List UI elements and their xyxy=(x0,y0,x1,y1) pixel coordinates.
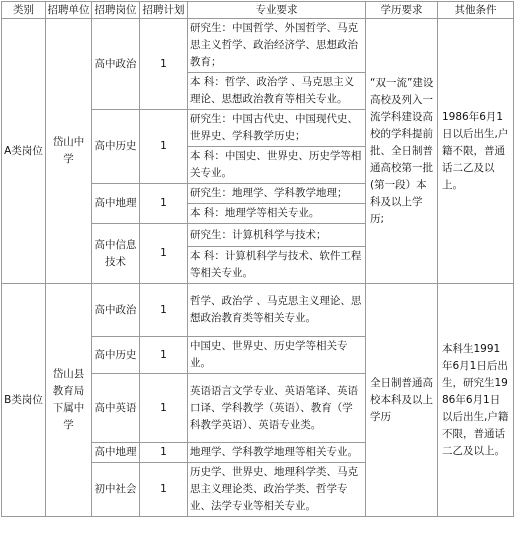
post-cell: 高中政治 xyxy=(92,19,140,110)
plan-cell: 1 xyxy=(140,19,188,110)
major-cell: 研究生：中国哲学、外国哲学、马克思主义哲学、政治经济学、思想政治教育； xyxy=(188,19,366,73)
major-cell: 中国史、世界史、历史学等相关专业。 xyxy=(188,337,366,374)
unit-cell: 岱山县教育局下属中学 xyxy=(46,284,92,517)
major-cell: 本 科：地理学等相关专业。 xyxy=(188,204,366,224)
post-cell: 高中英语 xyxy=(92,374,140,443)
major-cell: 地理学、学科教学地理等相关专业。 xyxy=(188,443,366,463)
education-cell: “双一流”建设高校及列入一流学科建设高校的学科提前批、全日制普通高校第一批(第一段）本科及以上学历; xyxy=(366,19,438,284)
major-cell: 本 科：哲学、政治学 、马克思主义理论、思想政治教育等相关专业。 xyxy=(188,73,366,110)
recruitment-table xyxy=(1,1,514,517)
plan-cell: 1 xyxy=(140,463,188,517)
plan-cell: 1 xyxy=(140,224,188,284)
header-major: 专业要求 xyxy=(188,2,366,19)
major-cell: 哲学、政治学 、马克思主义理论、思想政治教育类等相关专业。 xyxy=(188,284,366,337)
post-cell: 高中地理 xyxy=(92,443,140,463)
major-cell: 本 科：中国史、世界史、历史学等相关专业。 xyxy=(188,147,366,184)
post-cell: 高中政治 xyxy=(92,284,140,337)
header-plan: 招聘计划 xyxy=(140,2,188,19)
header-other: 其他条件 xyxy=(438,2,514,19)
header-education: 学历要求 xyxy=(366,2,438,19)
header-row xyxy=(2,2,514,19)
major-cell: 研究生：地理学、学科教学地理； xyxy=(188,184,366,204)
post-cell: 高中信息技术 xyxy=(92,224,140,284)
header-post: 招聘岗位 xyxy=(92,2,140,19)
category-cell: B类岗位 xyxy=(2,284,46,517)
plan-cell: 1 xyxy=(140,110,188,184)
post-cell: 高中地理 xyxy=(92,184,140,224)
header-category: 类别 xyxy=(2,2,46,19)
major-cell: 研究生：中国古代史、中国现代史、世界史、学科教学历史； xyxy=(188,110,366,147)
post-cell: 高中历史 xyxy=(92,110,140,184)
plan-cell: 1 xyxy=(140,184,188,224)
post-cell: 高中历史 xyxy=(92,337,140,374)
table-row xyxy=(2,19,514,73)
education-cell: 全日制普通高校本科及以上学历 xyxy=(366,284,438,517)
header-unit: 招聘单位 xyxy=(46,2,92,19)
plan-cell: 1 xyxy=(140,374,188,443)
major-cell: 本 科：计算机科学与技术、软件工程等相关专业。 xyxy=(188,247,366,284)
post-cell: 初中社会 xyxy=(92,463,140,517)
plan-cell: 1 xyxy=(140,337,188,374)
major-cell: 英语语言文学专业、英语笔译、英语口译、学科教学（英语）、教育（学科教学英语）、英语专业类。 xyxy=(188,374,366,443)
major-cell: 历史学、世界史、地理科学类、马克思主义理论类、政治学类、哲学专业、法学专业等相关专业。 xyxy=(188,463,366,517)
unit-cell: 岱山中学 xyxy=(46,19,92,284)
other-cell: 1986年6月1日以后出生,户籍不限，普通话二乙及以上。 xyxy=(438,19,514,284)
category-cell: A类岗位 xyxy=(2,19,46,284)
table-row xyxy=(2,284,514,337)
plan-cell: 1 xyxy=(140,284,188,337)
plan-cell: 1 xyxy=(140,443,188,463)
major-cell: 研究生：计算机科学与技术； xyxy=(188,224,366,247)
other-cell: 本科生1991年6月1日后出生，研究生1986年6月1日以后出生,户籍不限，普通话二乙及以上。 xyxy=(438,284,514,517)
